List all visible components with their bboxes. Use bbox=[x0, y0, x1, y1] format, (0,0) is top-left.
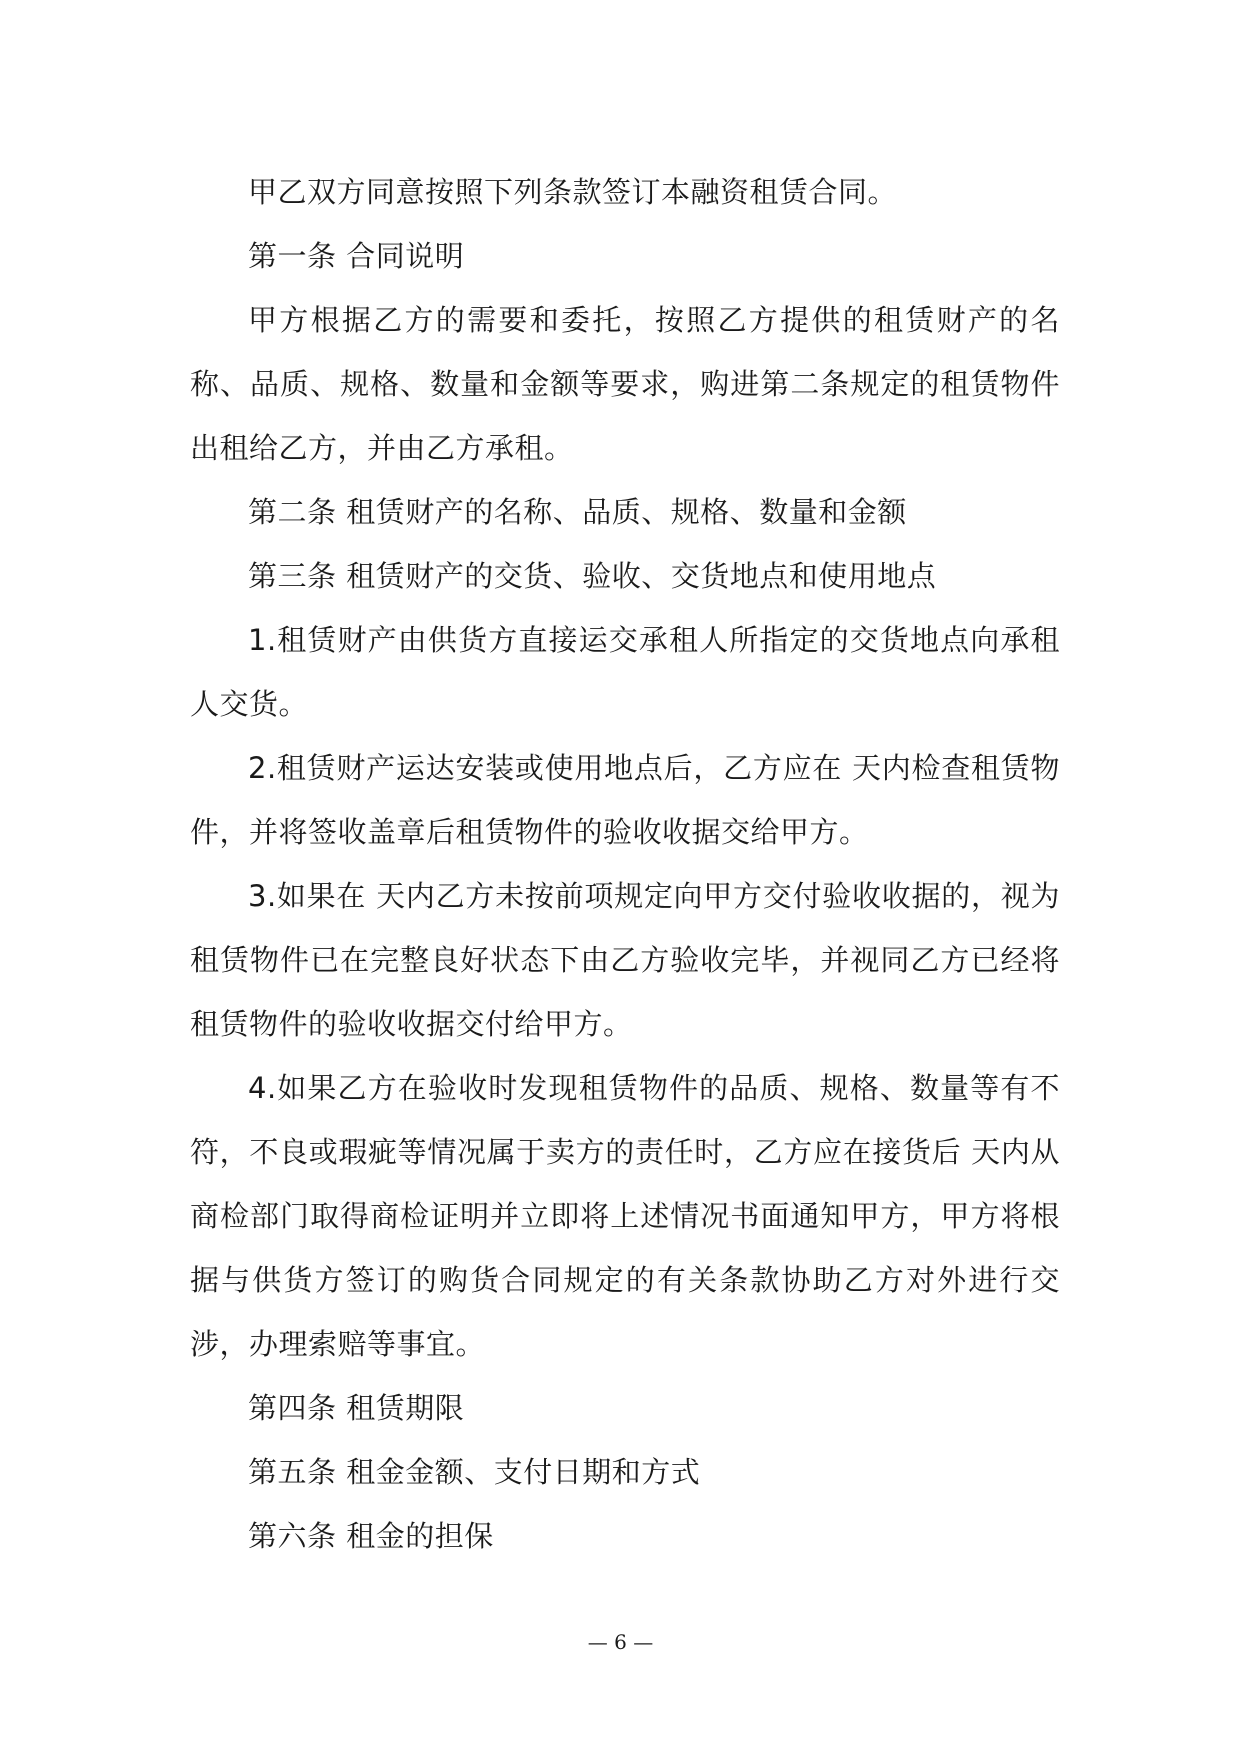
article-3-item-2: 2.租赁财产运达安装或使用地点后，乙方应在 天内检查租赁物件，并将签收盖章后租赁物件的验收收据交给甲方。 bbox=[190, 751, 1060, 849]
paragraph-intro: 甲乙双方同意按照下列条款签订本融资租赁合同。 bbox=[248, 175, 898, 209]
article-4-heading: 第四条 租赁期限 bbox=[248, 1391, 465, 1425]
article-1-heading: 第一条 合同说明 bbox=[248, 239, 465, 273]
article-1-text: 甲方根据乙方的需要和委托，按照乙方提供的租赁财产的名称、品质、规格、数量和金额等要求，购进第二条规定的租赁物件出租给乙方，并由乙方承租。 bbox=[190, 303, 1060, 465]
article-3-heading: 第三条 租赁财产的交货、验收、交货地点和使用地点 bbox=[248, 559, 937, 593]
article-2-heading: 第二条 租赁财产的名称、品质、规格、数量和金额 bbox=[248, 495, 907, 529]
article-3-item-3: 3.如果在 天内乙方未按前项规定向甲方交付验收收据的，视为租赁物件已在完整良好状态下由乙方验收完毕，并视同乙方已经将租赁物件的验收收据交付给甲方。 bbox=[190, 879, 1060, 1041]
article-3-item-4: 4.如果乙方在验收时发现租赁物件的品质、规格、数量等有不符，不良或瑕疵等情况属于卖方的责任时，乙方应在接货后 天内从商检部门取得商检证明并立即将上述情况书面通知甲方，甲方将根据与供货方签订的购货合同规定的有关条款协助乙方对外进行交涉，办理索赔等事宜。 bbox=[190, 1071, 1060, 1361]
article-3-item-1: 1.租赁财产由供货方直接运交承租人所指定的交货地点向承租人交货。 bbox=[190, 623, 1060, 721]
document-body bbox=[190, 160, 1060, 1568]
page-number: — 6 — bbox=[587, 1630, 654, 1654]
article-6-heading: 第六条 租金的担保 bbox=[248, 1519, 494, 1553]
article-5-heading: 第五条 租金金额、支付日期和方式 bbox=[248, 1455, 701, 1489]
